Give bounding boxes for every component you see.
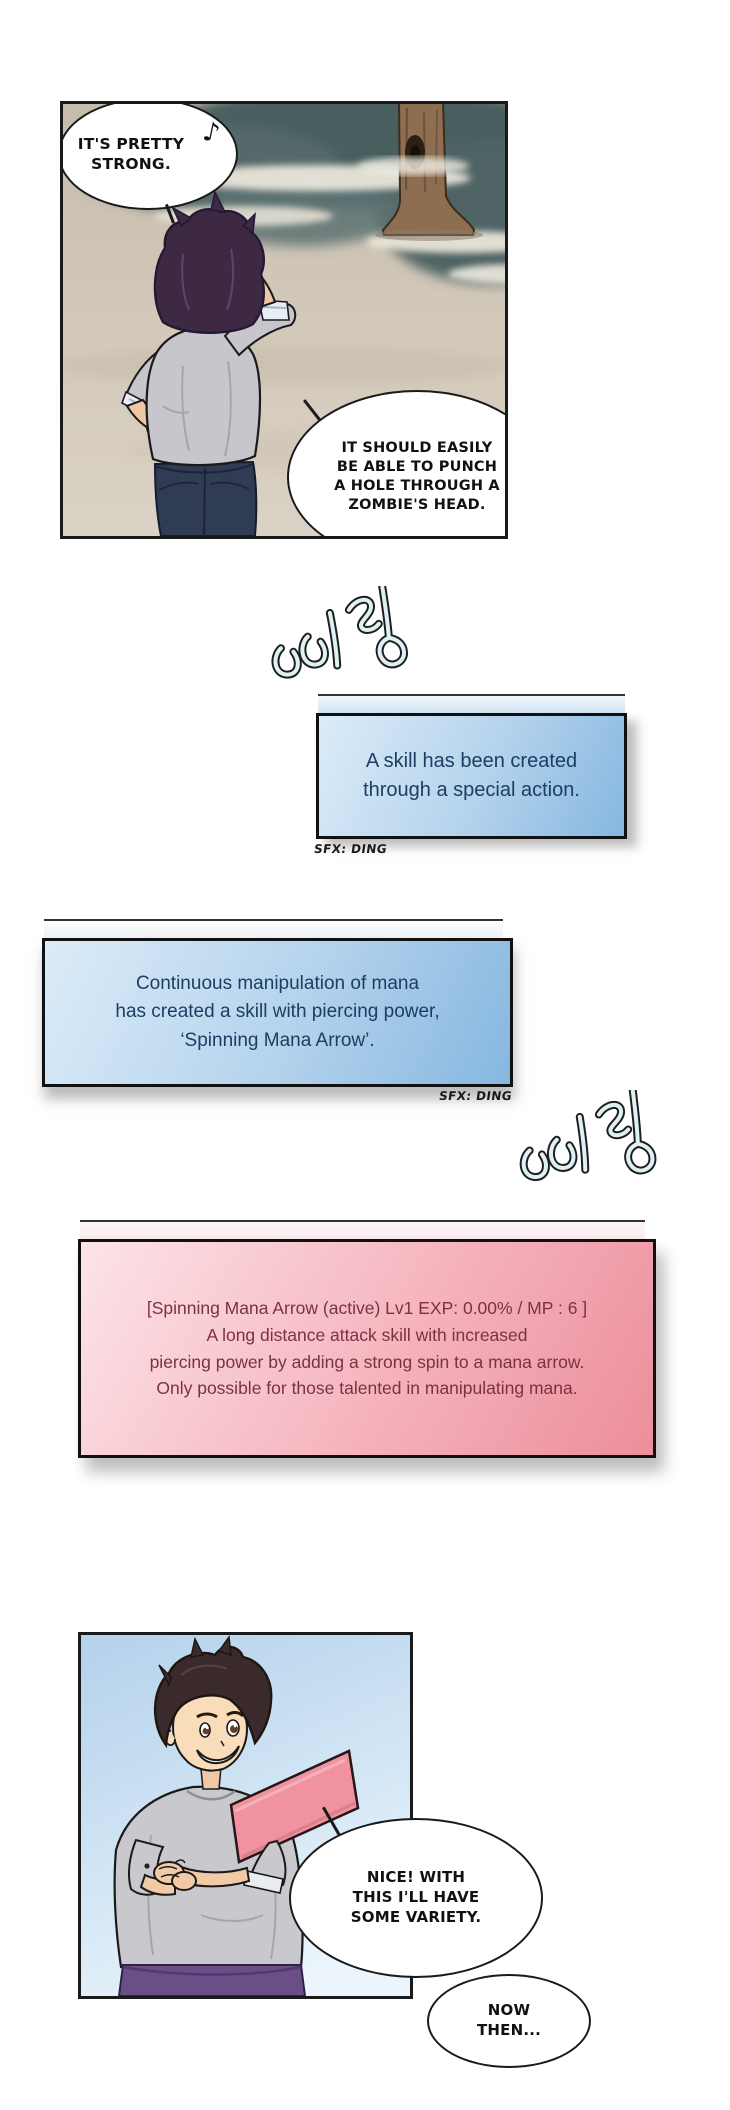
sfx-caption: SFX: DING [438, 1089, 513, 1103]
sfx-korean-ding [256, 586, 408, 690]
skill-window-sheet-edge [80, 1220, 645, 1239]
comic-panel-forest [60, 101, 508, 539]
sfx-korean-ding-art [256, 586, 408, 690]
notification-text: Continuous manipulation of mana has created a skill with piercing power, ‘Spinning Mana Arrow’. [115, 972, 440, 1051]
sfx-caption: SFX: DING [313, 842, 388, 856]
speech-bubble-strong [60, 101, 238, 210]
skill-description-window [78, 1239, 656, 1458]
sfx-korean-ding [490, 1090, 672, 1194]
notification-sheet-edge [44, 919, 503, 938]
skill-description-text: [Spinning Mana Arrow (active) Lv1 EXP: 0.00% / MP : 6 ] A long distance attack skill with increased piercing power by adding a strong spin to a mana arrow. Only possible for those talented in manipulating mana. [146, 1298, 588, 1399]
speech-bubble-variety [289, 1818, 543, 1978]
notification-sheet-edge [318, 694, 625, 713]
speech-text: NOW THEN... [476, 2001, 542, 2039]
notification-text: A skill has been created through a special action. [363, 750, 580, 801]
speech-text: NICE! WITH THIS I'LL HAVE SOME VARIETY. [350, 1868, 482, 1926]
speech-text: IT'S PRETTY STRONG. [77, 134, 185, 173]
music-note-icon: ♪ [200, 116, 223, 150]
speech-text: IT SHOULD EASILY BE ABLE TO PUNCH A HOLE THROUGH A ZOMBIE'S HEAD. [334, 439, 500, 514]
system-notification-spinning-mana-arrow [42, 938, 513, 1087]
system-notification-skill-created [316, 713, 627, 839]
speech-bubble-now-then [427, 1974, 591, 2068]
sfx-korean-ding-art [490, 1090, 672, 1194]
